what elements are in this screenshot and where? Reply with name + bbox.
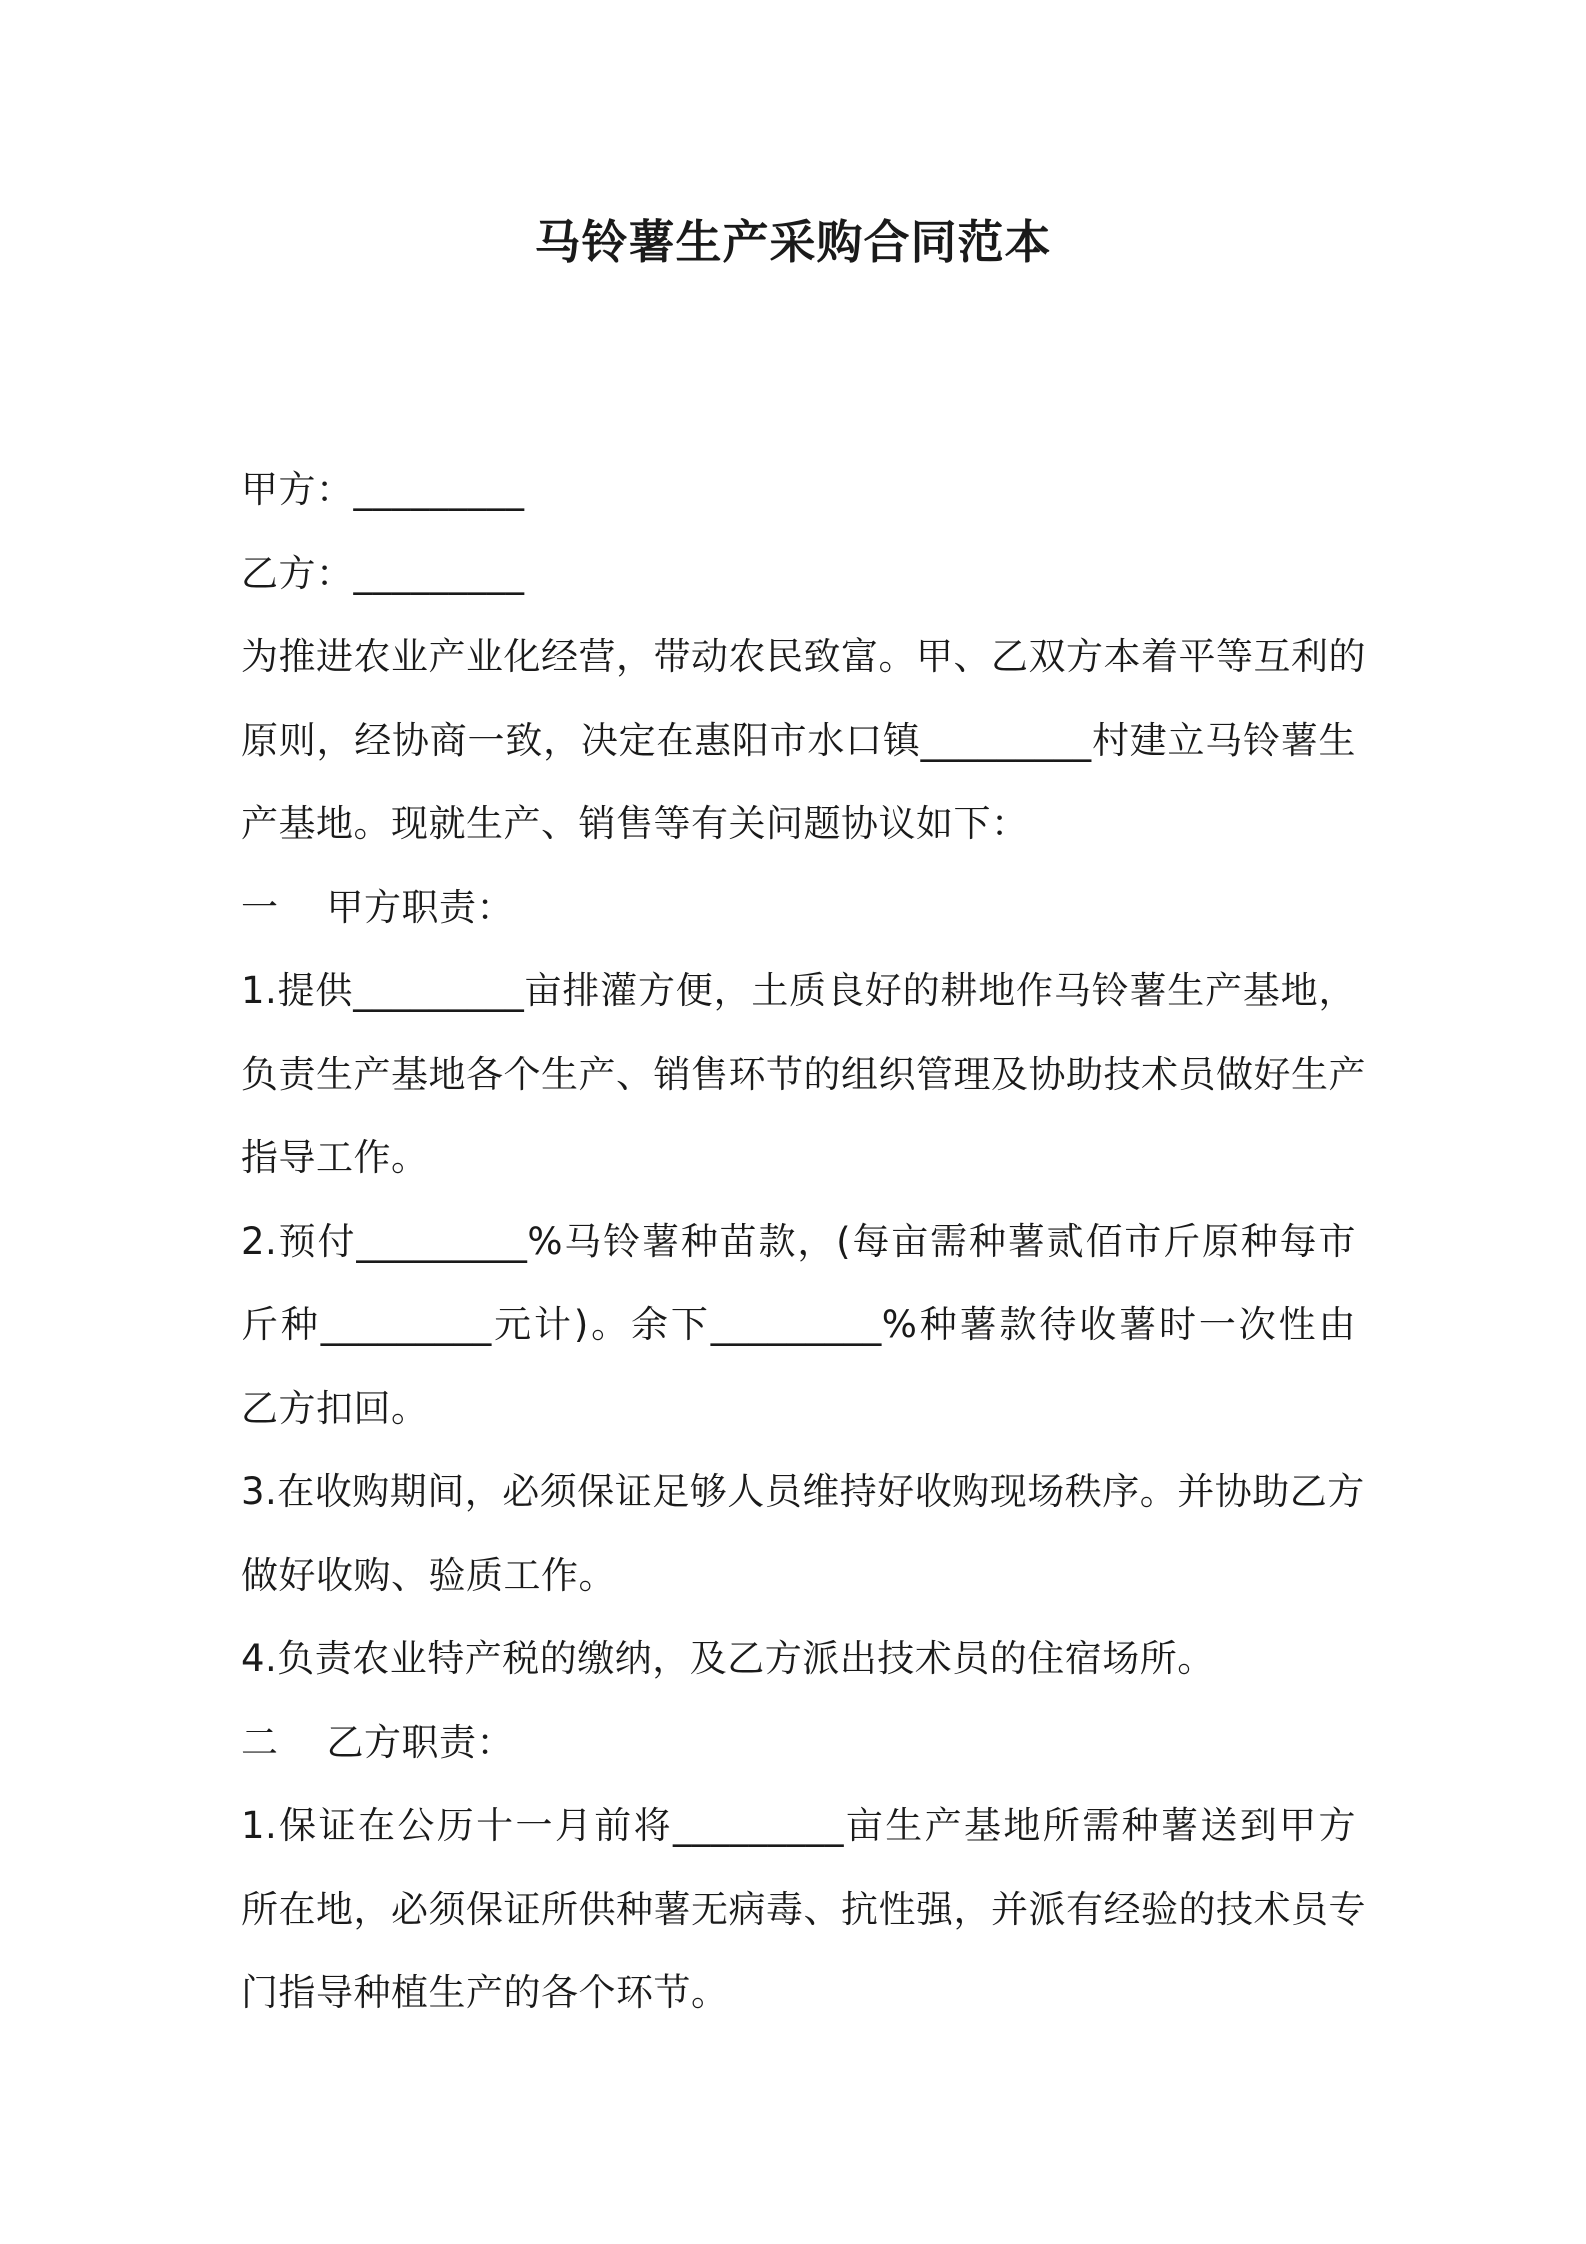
preamble-line: 产基地。现就生产、销售等有关问题协议如下： bbox=[241, 802, 1029, 845]
preamble-line: 原则，经协商一致，决定在惠阳市水口镇_________村建立马铃薯生 bbox=[241, 718, 1356, 762]
section-number: 二 bbox=[241, 1720, 279, 1764]
document-title: 马铃薯生产采购合同范本 bbox=[534, 215, 1052, 269]
clause-line: 4.负责农业特产税的缴纳，及乙方派出技术员的住宿场所。 bbox=[241, 1637, 1215, 1680]
party-a-line: 甲方：_________ bbox=[241, 468, 525, 511]
section-heading-party-b bbox=[241, 1701, 1356, 1785]
party-b-line: 乙方：_________ bbox=[241, 551, 525, 595]
clause-line: 1.提供_________亩排灌方便，土质良好的耕地作马铃薯生产基地， bbox=[241, 969, 1356, 1012]
section-heading-party-a bbox=[241, 866, 1356, 950]
clause-line: 3.在收购期间，必须保证足够人员维持好收购现场秩序。并协助乙方 bbox=[241, 1470, 1365, 1513]
clause-line: 指导工作。 bbox=[241, 1136, 429, 1179]
clause-line: 1.保证在公历十一月前将_________亩生产基地所需种薯送到甲方 bbox=[241, 1804, 1356, 1847]
section-number: 一 bbox=[241, 885, 279, 929]
clause-line: 负责生产基地各个生产、销售环节的组织管理及协助技术员做好生产 bbox=[241, 1052, 1366, 1096]
document-body bbox=[241, 448, 1366, 2035]
clause-line: 乙方扣回。 bbox=[241, 1386, 429, 1430]
clause-line: 门指导种植生产的各个环节。 bbox=[241, 1971, 729, 2014]
clause-line: 所在地，必须保证所供种薯无病毒、抗性强，并派有经验的技术员专 bbox=[241, 1887, 1366, 1931]
clause-line: 斤种_________元计)。余下_________%种薯款待收薯时一次性由 bbox=[241, 1303, 1356, 1346]
section-heading-text: 乙方职责： bbox=[326, 1720, 514, 1764]
clause-line: 做好收购、验质工作。 bbox=[241, 1553, 616, 1597]
section-heading-text: 甲方职责： bbox=[326, 885, 514, 929]
clause-line: 2.预付_________%马铃薯种苗款，(每亩需种薯贰佰市斤原种每市 bbox=[241, 1219, 1356, 1263]
preamble-line: 为推进农业产业化经营，带动农民致富。甲、乙双方本着平等互利的 bbox=[241, 635, 1366, 678]
